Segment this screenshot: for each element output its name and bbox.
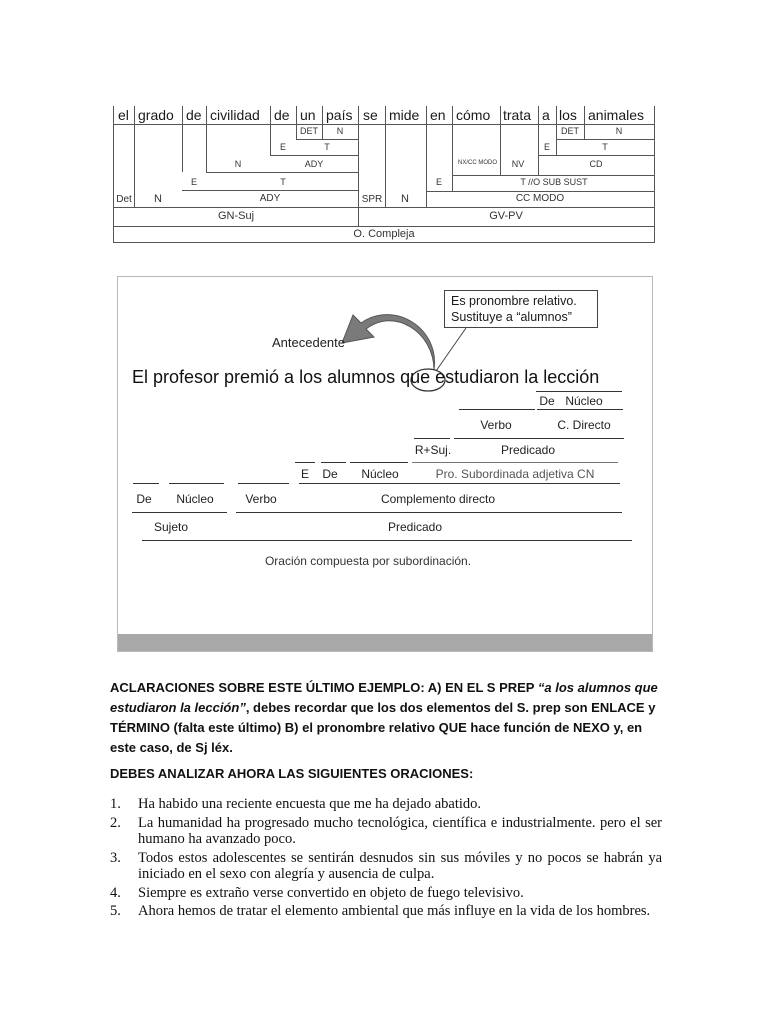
slide-footer-bar: [118, 634, 652, 651]
list-item: 2. La humanidad ha progresado mucho tecnológica, científica e industrialmente. pero el ser humano ha avanzado poco.: [110, 814, 662, 847]
label-n-pais: N: [336, 126, 344, 136]
sentence-part-2: estudiaron la lección: [430, 367, 600, 387]
clarification-body: , debes recordar que los dos elementos del S. prep son ENLACE y TÉRMINO (falta este último) B) el pronombre relativo QUE hace función de NEXO y, en este caso, de Sj léx.: [110, 700, 656, 755]
label-e: E: [300, 467, 310, 481]
label-nucleo: Núcleo: [361, 467, 399, 481]
label-n-civilidad: N: [234, 159, 242, 169]
label-sujeto: Sujeto: [153, 520, 189, 534]
label-predicado: Predicado: [387, 520, 443, 534]
word-a: a: [542, 107, 550, 123]
label-predicado: Predicado: [500, 443, 556, 457]
label-complemento-directo: Complemento directo: [380, 492, 496, 506]
label-cc-modo: CC MODO: [515, 193, 565, 204]
label-n-animales: N: [615, 126, 623, 136]
label-o-compleja: O. Compleja: [353, 228, 415, 240]
label-de: De: [322, 467, 338, 481]
label-cd: CD: [589, 159, 603, 169]
label-e-en: E: [435, 177, 443, 187]
label-det-los: DET: [561, 126, 579, 136]
callout-pointer-line: [436, 328, 466, 371]
callout-line-2: Sustituye a “alumnos”: [451, 310, 572, 324]
list-item: 1. Ha habido una reciente encuesta que me ha dejado abatido.: [110, 796, 482, 812]
word-de: de: [186, 107, 202, 123]
sentence-que: que: [400, 367, 431, 387]
word-como: cómo: [456, 107, 491, 123]
label-pro-subordinada: Pro. Subordinada adjetiva CN: [435, 467, 595, 481]
label-verbo: Verbo: [480, 418, 512, 432]
label-t-un-pais: T: [324, 142, 330, 152]
clarification-quote: “a los alumnos que estudiaron la lección”: [110, 680, 658, 715]
label-nucleo: Núcleo: [565, 394, 603, 408]
syntax-parse-table: [0, 0, 768, 260]
word-un: un: [300, 107, 316, 123]
word-animales: animales: [588, 107, 645, 123]
word-pais: país: [326, 107, 353, 123]
word-de: de: [274, 107, 290, 123]
label-de: De: [136, 492, 152, 506]
word-se: se: [363, 107, 378, 123]
word-los: los: [559, 107, 577, 123]
word-civilidad: civilidad: [210, 107, 260, 123]
label-t-sub-sust: T //O SUB SUST: [520, 177, 588, 187]
label-gv-pv: GV-PV: [489, 210, 523, 222]
list-item: 5. Ahora hemos de tratar el elemento ambiental que más influye en la vida de los hombres.: [110, 903, 651, 919]
label-de: De: [539, 394, 555, 408]
curved-arrow-icon: [342, 315, 435, 370]
clarification-intro: ACLARACIONES SOBRE ESTE ÚLTIMO EJEMPLO: A) EN EL S PREP: [110, 680, 538, 695]
label-ady-de-un-pais: ADY: [304, 159, 324, 169]
word-el: el: [118, 107, 129, 123]
diagram-caption: Oración compuesta por subordinación.: [264, 554, 472, 568]
label-e-a: E: [543, 142, 551, 152]
word-mide: mide: [389, 107, 420, 123]
label-spr: SPR: [361, 194, 383, 205]
label-ady-de-civilidad: ADY: [259, 193, 281, 204]
example-sentence: [132, 367, 599, 388]
label-gn-suj: GN-Suj: [217, 210, 255, 222]
label-n-mide: N: [401, 193, 409, 205]
label-n-grado: N: [154, 193, 162, 205]
list-item: 3. Todos estos adolescentes se sentirán desnudos sin sus móviles y no pocos se habrán ya iniciado en el sexo con alegría y ausencia de culpa.: [110, 849, 662, 882]
label-det-un: DET: [300, 126, 318, 136]
label-det-el: Det: [116, 194, 132, 205]
clarification-paragraph: [110, 678, 662, 758]
label-r-suj: R+Suj.: [414, 443, 452, 457]
label-t-los-animales: T: [602, 142, 608, 152]
label-verbo: Verbo: [245, 492, 277, 506]
antecedent-label: Antecedente: [272, 335, 346, 350]
list-item: 4. Siempre es extraño verse convertido en objeto de fuego televisivo.: [110, 884, 524, 901]
exercise-title: DEBES ANALIZAR AHORA LAS SIGUIENTES ORACIONES:: [110, 766, 474, 781]
sentence-part-1: El profesor premió a los alumnos: [132, 367, 401, 387]
relative-clause-diagram: [117, 276, 653, 652]
label-e-de2: E: [279, 142, 287, 152]
exercise-list: [110, 796, 662, 922]
label-nucleo: Núcleo: [176, 492, 214, 506]
word-en: en: [430, 107, 446, 123]
label-nx-como: NX/CC MODO: [458, 160, 497, 166]
label-t-civilidad: T: [280, 177, 286, 187]
label-c-directo: C. Directo: [557, 418, 611, 432]
label-e-de1: E: [190, 177, 198, 187]
callout-line-1: Es pronombre relativo.: [451, 294, 577, 308]
label-nv-trata: NV: [511, 159, 525, 169]
diagram-graphics: [118, 277, 652, 651]
word-grado: grado: [138, 107, 174, 123]
word-trata: trata: [503, 107, 532, 123]
